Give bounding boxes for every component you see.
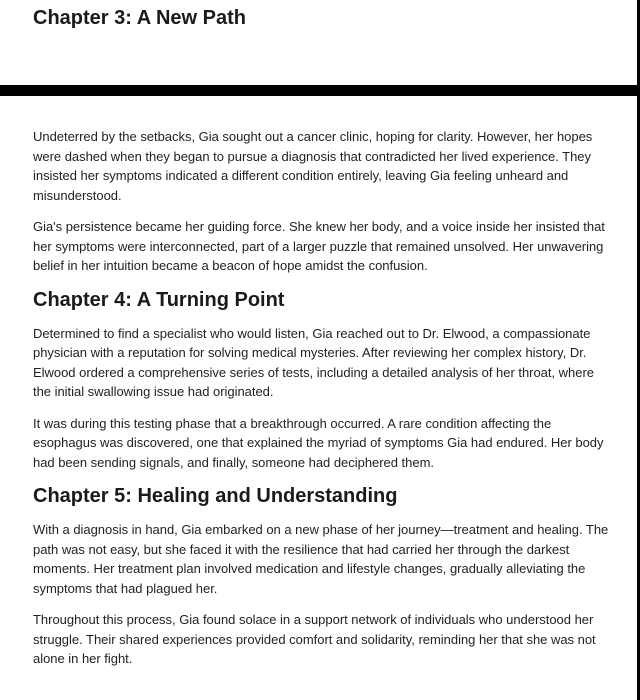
article-body	[33, 127, 613, 681]
chapter-4-paragraph-2: It was during this testing phase that a breakthrough occurred. A rare condition affecting the esophagus was discovered, one that explained the myriad of symptoms Gia had endured. Her body had been sending signals, and finally, someone had deciphered them.	[33, 415, 604, 470]
content-card	[0, 96, 637, 700]
chapter-4-title: Chapter 4: A Turning Point	[33, 288, 285, 311]
chapter-5-title: Chapter 5: Healing and Understanding	[33, 485, 398, 507]
chapter-5-paragraph-1: With a diagnosis in hand, Gia embarked on a new phase of her journey—treatment and healing. The path was not easy, but she faced it with the resilience that had carried her through the darkest moments. Her treatment plan involved medication and lifestyle changes, gradually alleviating the symptoms that had plagued her.	[33, 522, 609, 596]
header-card	[0, 0, 637, 85]
chapter-5-paragraph-2: Throughout this process, Gia found solace in a support network of individuals who understood her struggle. Their shared experiences provided comfort and solidarity, reminding her that she was not alone in her fight.	[33, 612, 596, 666]
chapter-3-title: Chapter 3: A New Path	[33, 7, 246, 29]
chapter-3-paragraph-1: Undeterred by the setbacks, Gia sought out a cancer clinic, hoping for clarity. However, her hopes were dashed when they began to pursue a diagnosis that contradicted her lived experience. They insisted her symptoms indicated a different condition entirely, leaving Gia feeling unheard and misunderstood.	[33, 129, 593, 203]
chapter-3-paragraph-2: Gia's persistence became her guiding force. She knew her body, and a voice inside her insisted that her symptoms were interconnected, part of a larger puzzle that remained unsolved. Her unwavering belief in her intuition became a beacon of hope amidst the confusion.	[33, 219, 605, 273]
chapter-4-paragraph-1: Determined to find a specialist who would listen, Gia reached out to Dr. Elwood, a compassionate physician with a reputation for solving medical mysteries. After reviewing her complex history, Dr. Elwood ordered a comprehensive series of tests, including a detailed analysis of her throat, where the initial swallowing issue had originated.	[33, 325, 594, 399]
